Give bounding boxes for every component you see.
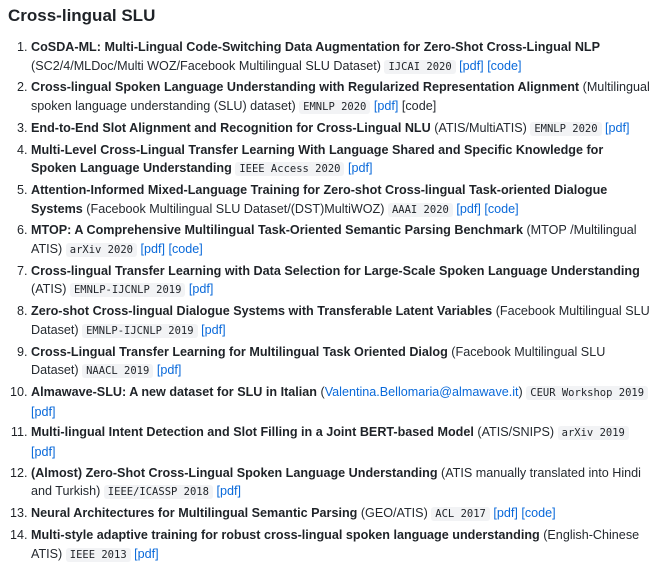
paper-title: Zero-shot Cross-lingual Dialogue Systems with Transferable Latent Variables [31,304,493,319]
venue-badge: arXiv 2019 [558,426,629,440]
pdf-link[interactable]: [pdf] [31,404,56,419]
paper-title: (Almost) Zero-Shot Cross-Lingual Spoken Language Understanding [31,465,438,480]
paper-title: Multi-style adaptive training for robust cross-lingual spoken language understanding [31,528,540,543]
pdf-link[interactable]: [pdf] [201,322,226,337]
paper-title: Multi-lingual Intent Detection and Slot Filling in a Joint BERT-based Model [31,425,474,440]
paper-title: Neural Architectures for Multilingual Semantic Parsing [31,506,358,521]
paper-list-item [31,78,652,116]
paper-dataset-prefix: ( [316,385,325,400]
venue-badge: NAACL 2019 [82,364,153,378]
paper-dataset: (Facebook Multilingual SLU Dataset) [31,304,650,337]
pdf-link[interactable]: [pdf] [456,201,481,216]
email-link[interactable]: Valentina.Bellomaria@almawave.it [324,385,519,400]
paper-list-item [31,38,652,76]
code-text: [code] [401,98,437,113]
paper-title: MTOP: A Comprehensive Multilingual Task-Oriented Semantic Parsing Benchmark [31,223,523,238]
pdf-link[interactable]: [pdf] [493,506,518,521]
paper-dataset: (GEO/ATIS) [357,506,432,521]
paper-list-item [31,383,652,421]
paper-dataset: (ATIS manually translated into Hindi and Turkish) [31,465,641,499]
paper-dataset: (English-Chinese ATIS) [31,528,640,561]
paper-list-item [31,181,652,219]
pdf-link[interactable]: [pdf] [156,363,182,378]
paper-dataset: (Multilingual spoken language understanding (SLU) dataset) [31,80,650,113]
venue-badge: IEEE 2013 [66,548,131,562]
paper-title: CoSDA-ML: Multi-Lingual Code-Switching Data Augmentation for Zero-Shot Cross-Lingual NLP [31,40,601,54]
venue-badge: CEUR Workshop 2019 [526,386,648,400]
pdf-link[interactable]: [pdf] [216,484,241,499]
paper-title: Cross-Lingual Transfer Learning for Multilingual Task Oriented Dialog [31,344,448,359]
paper-dataset-suffix: ) [518,385,527,400]
paper-list-item [31,302,652,340]
code-link[interactable]: [code] [484,201,519,216]
venue-badge: arXiv 2020 [66,243,137,257]
paper-list-item [31,221,652,259]
venue-badge: IEEE Access 2020 [235,162,344,176]
paper-title: Cross-lingual Transfer Learning with Data Selection for Large-Scale Spoken Language Understanding [31,263,640,278]
paper-title: Almawave-SLU: A new dataset for SLU in Italian [31,385,317,400]
paper-list-item [31,119,652,139]
paper-dataset: (SC2/4/MLDoc/Multi WOZ/Facebook Multilingual SLU Dataset) [31,58,385,73]
venue-badge: EMNLP 2020 [530,122,601,136]
paper-dataset: (Facebook Multilingual SLU Dataset/(DST)MultiWOZ) [82,201,388,216]
pdf-link[interactable]: [pdf] [347,161,373,176]
paper-list-item [31,464,652,502]
paper-list-item [31,504,652,524]
pdf-link[interactable]: [pdf] [373,98,399,113]
paper-dataset: (ATIS/MultiATIS) [430,120,531,135]
code-link[interactable]: [code] [168,241,203,256]
code-link[interactable]: [code] [521,506,556,521]
pdf-link[interactable]: [pdf] [605,120,630,135]
paper-title: Multi-Level Cross-Lingual Transfer Learning With Language Shared and Specific Knowledge for Spoken Language Understanding [31,142,604,176]
paper-list-item [31,526,652,564]
paper-list-item [31,343,652,381]
section-heading: Cross-lingual SLU [8,6,156,25]
paper-dataset: (ATIS) [31,282,70,297]
pdf-link[interactable]: [pdf] [188,282,214,297]
venue-badge: IEEE/ICASSP 2018 [104,485,213,499]
paper-list-item [31,141,652,179]
code-link[interactable]: [code] [487,58,522,73]
venue-badge: EMNLP-IJCNLP 2019 [82,324,197,338]
venue-badge: EMNLP 2020 [299,100,370,114]
paper-dataset: (MTOP /Multilingual ATIS) [31,223,637,256]
venue-badge: EMNLP-IJCNLP 2019 [70,283,185,297]
pdf-link[interactable]: [pdf] [459,58,484,73]
paper-title: Cross-lingual Spoken Language Understanding with Regularized Representation Alignment [31,80,580,95]
pdf-link[interactable]: [pdf] [31,444,56,459]
paper-title: End-to-End Slot Alignment and Recognition for Cross-Lingual NLU [31,120,431,135]
paper-list-item [31,262,652,300]
paper-dataset: (Facebook Multilingual SLU Dataset) [31,344,606,378]
venue-badge: AAAI 2020 [388,203,453,217]
venue-badge: ACL 2017 [431,507,490,521]
pdf-link[interactable]: [pdf] [140,241,165,256]
paper-list [8,38,652,564]
pdf-link[interactable]: [pdf] [134,546,159,561]
paper-dataset: (ATIS/SNIPS) [473,425,558,440]
paper-list-item [31,423,652,461]
paper-title: Attention-Informed Mixed-Language Training for Zero-shot Cross-lingual Task-oriented Dialogue Systems [31,183,608,216]
venue-badge: IJCAI 2020 [384,60,455,74]
